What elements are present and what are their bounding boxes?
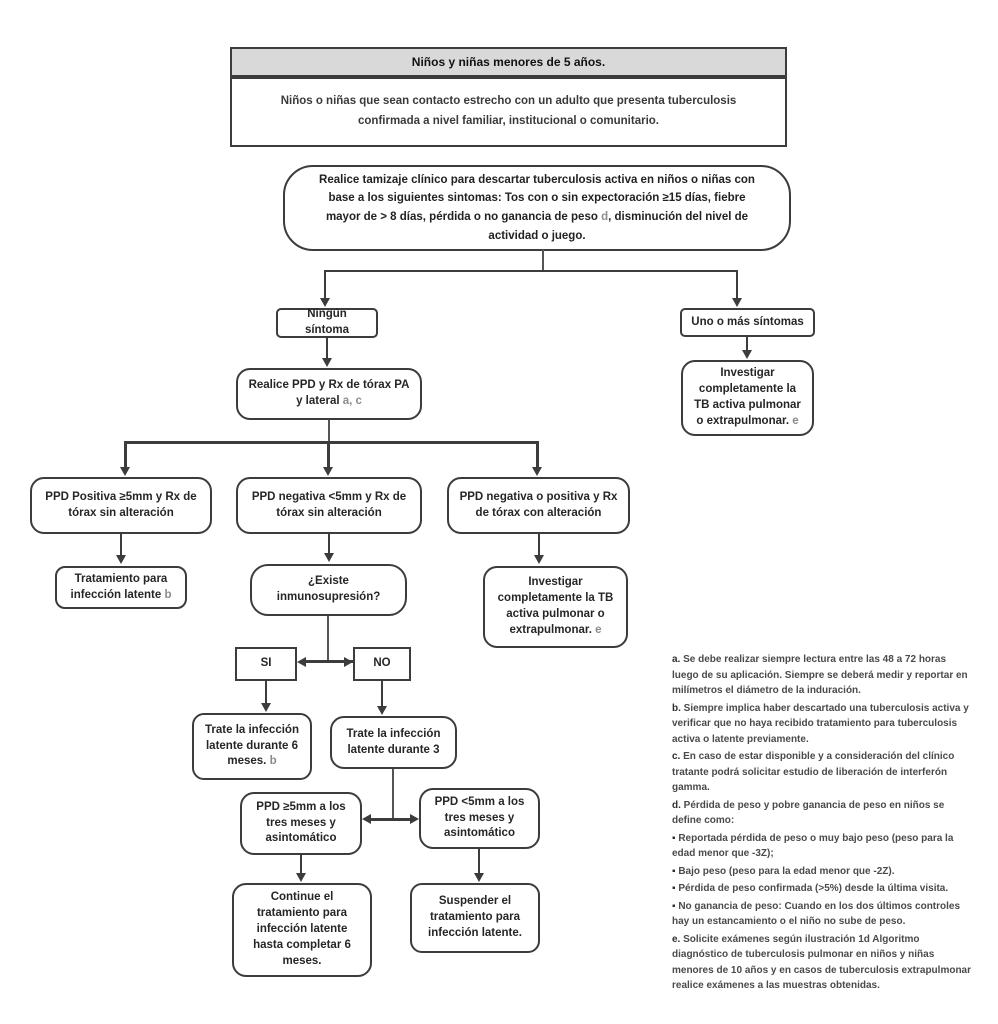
arrowhead-to-no-symptoms [320,298,330,307]
connector-no-symptoms-ppd [326,338,328,359]
footnote-d-bullet-2: ▪ Bajo peso (peso para la edad menor que -2Z). [672,865,895,877]
connector-positive-treatment [120,534,122,556]
footnote-ref-b: b [164,588,172,601]
node-investigate-tb-2-text: Investigar completamente la TB activa pulmonar o extrapulmonar. e [497,576,614,636]
header-subtitle-text: Niños o niñas que sean contacto estrecho con un adulto que presenta tuberculosis confirmada a nivel familiar, institucional o comunitario. [280,95,737,127]
connector-to-no-symptoms [324,270,326,299]
footnote-ref-d: d [601,211,609,223]
arrowhead-ge5-continue [296,873,306,882]
node-immunosuppression: ¿Existe inmunosupresión? [250,564,407,616]
node-latent-treatment [55,566,187,609]
arrowhead-si-treat6 [261,703,271,712]
arrowhead-positive-treatment [116,555,126,564]
footnote-ref-ac: a, c [342,395,362,407]
footnote-d: d. Pérdida de peso y pobre ganancia de peso en niños se define como: [672,799,945,826]
footnote-ref-b2: b [269,755,277,768]
connector-ppd-hline [124,441,538,444]
connector-altered-investigate [538,534,540,556]
connector-screening-stub [542,249,544,272]
node-ppd-positive: PPD Positiva ≥5mm y Rx de tórax sin alteración [30,477,212,534]
arrowhead-no-treat3 [377,706,387,715]
footnote-e: e. Solicite exámenes según ilustración 1d Algoritmo diagnóstico de tuberculosis pulmonar en niños y niñas menores de 10 años y en casos de tuberculosis extrapulmonar realice exámenes a las muestras obtenidas. [672,933,971,991]
connector-some-symptoms-investigate [746,337,748,351]
connector-to-ppd-negative [327,441,330,468]
arrowhead-to-no [344,657,353,667]
connector-treat3-stub [392,769,394,820]
arrowhead-to-ppd-altered [532,467,542,476]
node-continue-6: Continue el tratamiento para infección latente hasta completar 6 meses. [232,883,372,977]
node-investigate-tb-1 [681,360,814,436]
footnotes-block [672,652,972,996]
node-ppd-lt5-3m: PPD <5mm a los tres meses y asintomático [419,788,540,849]
arrowhead-some-symptoms-investigate [742,350,752,359]
node-ppd-altered: PPD negativa o positiva y Rx de tórax con alteración [447,477,630,534]
node-no-symptoms: Ningún síntoma [276,308,378,338]
node-do-ppd [236,368,422,420]
arrowhead-to-ppd-lt5 [410,814,419,824]
node-yes: SI [235,647,297,681]
node-screening [283,165,791,251]
node-investigate-tb-2 [483,566,628,648]
header-title [230,47,787,77]
arrowhead-to-ppd-negative [323,467,333,476]
connector-si-treat6 [265,681,267,704]
arrowhead-to-ppd-positive [120,467,130,476]
connector-to-ppd-altered [536,441,539,468]
node-treat-3: Trate la infección latente durante 3 [330,716,457,769]
node-suspend: Suspender el tratamiento para infección latente. [410,883,540,953]
footnote-d-bullet-1: ▪ Reportada pérdida de peso o muy bajo peso (peso para la edad menor que -3Z); [672,832,954,859]
connector-no-treat3 [381,681,383,707]
node-screening-text: Realice tamizaje clínico para descartar tuberculosis activa en niños o niñas con base a los siguientes sintomas: Tos con o sin expectoración ≥15 días, fiebre mayor de > 8 días, pérdida o no ganancia de peso d, disminución del nivel de actividad o juego. [319,173,755,242]
connector-to-some-symptoms [736,270,738,299]
arrowhead-no-symptoms-ppd [322,358,332,367]
connector-lt5-suspend [478,849,480,874]
connector-ge5-continue [300,855,302,874]
node-investigate-tb-1-text: Investigar completamente la TB activa pulmonar o extrapulmonar. e [694,367,801,427]
node-ppd-ge5-3m: PPD ≥5mm a los tres meses y asintomático [240,792,362,855]
node-some-symptoms: Uno o más síntomas [680,308,815,337]
node-do-ppd-text: Realice PPD y Rx de tórax PA y lateral a, c [248,379,410,407]
footnote-b: b. Siempre implica haber descartado una tuberculosis activa y verificar que no haya recibido tratamiento para tuberculosis activa o latente previamente. [672,702,969,745]
connector-screening-hline [324,270,738,272]
footnote-d-bullet-3: ▪ Pérdida de peso confirmada (>5%) desde la última visita. [672,883,949,894]
footnote-a: a. Se debe realizar siempre lectura entre las 48 a 72 horas luego de su aplicación. Siempre se deberá medir y reportar en milímetros el diámetro de la induración. [672,654,968,696]
footnote-ref-e: e [792,414,799,427]
node-ppd-negative: PPD negativa <5mm y Rx de tórax sin alteración [236,477,422,534]
connector-3m-hline [368,818,413,821]
arrowhead-lt5-suspend [474,873,484,882]
arrowhead-to-si [297,657,306,667]
connector-ppd-stub [328,420,330,442]
header-title-text: Niños y niñas menores de 5 años. [411,54,606,69]
connector-negative-immuno [328,534,330,554]
arrowhead-altered-investigate [534,555,544,564]
arrowhead-to-some-symptoms [732,298,742,307]
arrowhead-negative-immuno [324,553,334,562]
connector-immuno-stub [327,616,329,663]
footnote-c: c. En caso de estar disponible y a consideración del clínico tratante podrá solicitar estudio de liberación de interferón gamma. [672,751,955,793]
node-treat-6 [192,713,312,780]
arrowhead-to-ppd-ge5 [362,814,371,824]
node-treat-6-text: Trate la infección latente durante 6 meses. b [205,723,299,768]
connector-to-ppd-positive [124,441,127,468]
footnote-ref-e2: e [595,623,602,636]
node-no: NO [353,647,411,681]
header-subtitle [230,77,787,147]
node-latent-treatment-text: Tratamiento para infección latente b [70,572,172,601]
footnote-d-bullet-4: ▪ No ganancia de peso: Cuando en los dos últimos controles hay un estancamiento o el niño no sube de peso. [672,900,961,927]
